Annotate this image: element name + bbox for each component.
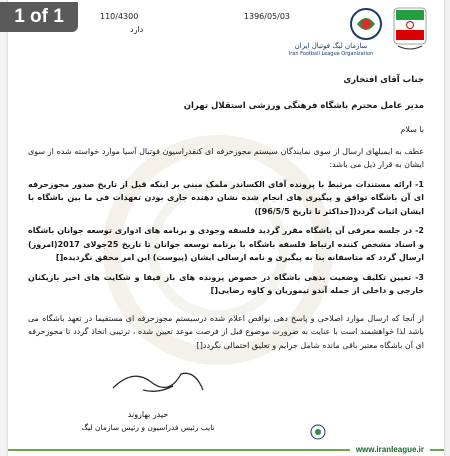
- intro-paragraph: عطف به ایمیلهای ارسال از سوی نمایندگان سیستم مجوزحرفه ای کنفدراسیون فوتبال آسیا موارد خواسته شده از سوی ایشان به قرار ذیل می باشد:: [28, 146, 424, 169]
- league-logo-icon: [348, 6, 384, 42]
- recipient: مدیر عامل محترم باشگاه فرهنگی ورزشی استقلال تهران: [183, 100, 424, 111]
- letter-meta: [100, 12, 290, 34]
- page-counter: 1 of 1: [0, 2, 78, 32]
- signer-name: حیدر بهاروند: [127, 410, 169, 419]
- addressee: جناب آقای افتخاری: [343, 75, 424, 85]
- signature-mark: [103, 360, 223, 400]
- signer-title: نایب رئیس فدراسیون و رئیس سازمان لیگ: [81, 423, 215, 432]
- org-name-persian: سازمان لیگ فوتبال ایران: [294, 42, 368, 50]
- letter-date: 1396/05/03: [243, 12, 290, 21]
- org-name-english: Iran Football League Organization: [288, 51, 374, 57]
- footer-url: www.iranleague.ir: [350, 443, 430, 456]
- letter-body: [28, 74, 424, 360]
- letter-number: 110/4300: [100, 12, 139, 21]
- item-3: 3- تعیین تکلیف وضعیت بدهی باشگاه در خصوص پرونده های باز فیفا و شکایت های اخیر بازیکنان خارجی و داخلی از جمله آندو تیموریان و کاوه رضایی[]: [28, 272, 424, 295]
- footer: [8, 443, 444, 456]
- closing-paragraph: از آنجا که ارسال موارد اصلاحی و پاسخ دهی نواقص اعلام شده درسیستم مجوزحرفه ای مستقیما در تعهد باشگاه می باشد لذا خواهشمند است با عنایت به ضرورت موضوع قبل از فرصت موعد تعیین شده ، ترتیبی اتخاذ گردد تا مجوزحرفه ای آن باشگاه معتبر باقی مانده شامل جرایم و تعلیق احتمالی نگردد[]: [28, 313, 424, 350]
- greeting: با سلام: [400, 125, 424, 134]
- letter-page: [8, 0, 444, 456]
- item-1: 1- ارائه مستندات مرتبط با پرونده آقای الکساندر ملمک مبنی بر اینکه قبل از تاریخ صدور مجوزحرفه ای آن باشگاه توافق و پیگیری های انجام شده نشان دهنده جاری بودن تعهدات فی ما بین باشگاه با ایشان اثبات گردد([حداکثر تا تاریخ 96/5/5]): [28, 179, 424, 216]
- federation-emblem-icon: [390, 6, 430, 52]
- letter-attachment: دارد: [130, 25, 144, 34]
- footer-league-logo-icon: [310, 424, 326, 440]
- item-2: 2- در جلسه معرفی آن باشگاه مقرر گردید فلسفه وجودی و برنامه های ادواری توسعه جوانان باشگاه و اسناد مشخص کننده ارتباط فلسفه باشگاه با برنامه توسعه جوانان تا تاریخ 25جولای 2017(امروز) ارسال گردد که متاسفانه بنا به پیگیری و نامه ارسالی ایشان (پیوست) این امر محقق نگردیده[]: [28, 226, 424, 262]
